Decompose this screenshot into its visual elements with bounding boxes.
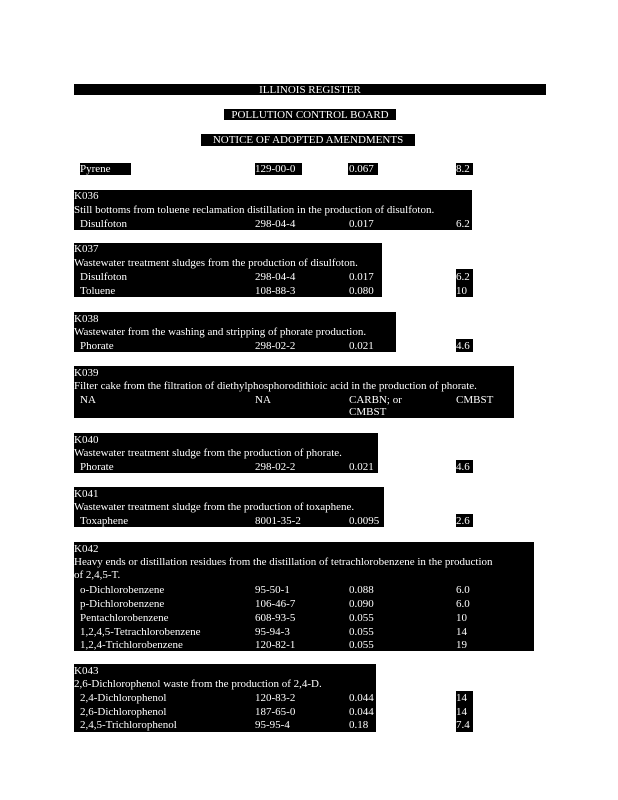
row-ww: 0.044 <box>349 692 374 704</box>
row-ww: 0.017 <box>349 218 374 230</box>
row-name: Toluene <box>80 285 116 297</box>
row-ww: 0.055 <box>349 612 374 624</box>
row-cas: 187-65-0 <box>255 706 296 718</box>
waste-code: K043 <box>74 665 99 677</box>
waste-description: 2,6-Dichlorophenol waste from the production of 2,4-D. <box>74 678 322 690</box>
row-name: 1,2,4-Trichlorobenzene <box>80 639 183 651</box>
row-cas: 608-93-5 <box>255 612 296 624</box>
waste-code: K040 <box>74 434 99 446</box>
row-ww: 0.18 <box>349 719 369 731</box>
row-cas: 120-83-2 <box>255 692 296 704</box>
notice-title: NOTICE OF ADOPTED AMENDMENTS <box>212 134 404 146</box>
row-nww: 10 <box>456 285 467 297</box>
row-nww: 6.2 <box>456 218 470 230</box>
row-cas: 8001-35-2 <box>255 515 301 527</box>
waste-code: K039 <box>74 367 99 379</box>
row-name: Phorate <box>80 340 114 352</box>
row-ww: 0.055 <box>349 639 374 651</box>
row-ww: 0.080 <box>349 285 374 297</box>
row-nww: 14 <box>456 692 467 704</box>
waste-description: Wastewater treatment sludge from the production of phorate. <box>74 447 342 459</box>
row-cas: 298-02-2 <box>255 340 296 352</box>
row-ww: 0.090 <box>349 598 374 610</box>
row-name: Pentachlorobenzene <box>80 612 169 624</box>
row-ww: 0.055 <box>349 626 374 638</box>
row-name: Phorate <box>80 461 114 473</box>
row-name: Pyrene <box>80 163 111 175</box>
row-nww: 14 <box>456 626 467 638</box>
row-ww: 0.017 <box>349 271 374 283</box>
row-name: 2,4,5-Trichlorophenol <box>80 719 177 731</box>
waste-description: Wastewater from the washing and stripping of phorate production. <box>74 326 367 338</box>
row-nww: 6.2 <box>456 271 470 283</box>
row-nww: 2.6 <box>456 515 470 527</box>
row-cas: 298-02-2 <box>255 461 296 473</box>
row-nww: 10 <box>456 612 467 624</box>
row-ww: 0.021 <box>349 461 374 473</box>
row-name: 1,2,4,5-Tetrachlorobenzene <box>80 626 201 638</box>
board-title: POLLUTION CONTROL BOARD <box>231 109 389 121</box>
waste-description-continued: of 2,4,5-T. <box>74 569 121 581</box>
row-cas: 129-00-0 <box>255 163 296 175</box>
row-nww: CMBST <box>456 394 494 406</box>
row-name: o-Dichlorobenzene <box>80 584 165 596</box>
row-cas: 106-46-7 <box>255 598 296 610</box>
row-nww: 6.0 <box>456 598 470 610</box>
waste-description: Wastewater treatment sludges from the production of disulfoton. <box>74 257 358 269</box>
waste-code: K036 <box>74 190 99 202</box>
row-name: Disulfoton <box>80 218 128 230</box>
row-name: Toxaphene <box>80 515 129 527</box>
row-ww: 0.021 <box>349 340 374 352</box>
row-cas: 120-82-1 <box>255 639 296 651</box>
row-cas: 298-04-4 <box>255 218 296 230</box>
waste-code: K038 <box>74 313 99 325</box>
row-cas: 108-88-3 <box>255 285 296 297</box>
waste-description: Heavy ends or distillation residues from the distillation of tetrachlorobenzene in the production <box>74 556 493 568</box>
row-nww: 6.0 <box>456 584 470 596</box>
row-cas: NA <box>255 394 271 406</box>
row-cas: 95-50-1 <box>255 584 290 596</box>
waste-description: Filter cake from the filtration of diethylphosphorodithioic acid in the production of phorate. <box>74 380 477 392</box>
row-name: NA <box>80 394 96 406</box>
row-ww-continued: CMBST <box>349 406 387 418</box>
row-cas: 95-95-4 <box>255 719 290 731</box>
waste-description: Wastewater treatment sludge from the production of toxaphene. <box>74 501 355 513</box>
row-name: 2,4-Dichlorophenol <box>80 692 167 704</box>
register-title: ILLINOIS REGISTER <box>259 84 361 96</box>
row-ww: 0.044 <box>349 706 374 718</box>
row-nww: 4.6 <box>456 461 470 473</box>
row-nww: 8.2 <box>456 163 470 175</box>
row-name: 2,6-Dichlorophenol <box>80 706 167 718</box>
k039-block <box>74 366 514 418</box>
row-ww: 0.088 <box>349 584 374 596</box>
waste-code: K041 <box>74 488 99 500</box>
waste-code: K042 <box>74 543 99 555</box>
row-nww: 7.4 <box>456 719 470 731</box>
row-ww: 0.0095 <box>349 515 380 527</box>
row-name: p-Dichlorobenzene <box>80 598 165 610</box>
row-ww: CARBN; or <box>349 394 402 406</box>
row-nww: 19 <box>456 639 467 651</box>
row-name: Disulfoton <box>80 271 128 283</box>
row-nww: 14 <box>456 706 467 718</box>
waste-description: Still bottoms from toluene reclamation distillation in the production of disulfoton. <box>74 204 435 216</box>
waste-code: K037 <box>74 243 99 255</box>
row-cas: 95-94-3 <box>255 626 290 638</box>
row-nww: 4.6 <box>456 340 470 352</box>
row-cas: 298-04-4 <box>255 271 296 283</box>
row-ww: 0.067 <box>349 163 374 175</box>
